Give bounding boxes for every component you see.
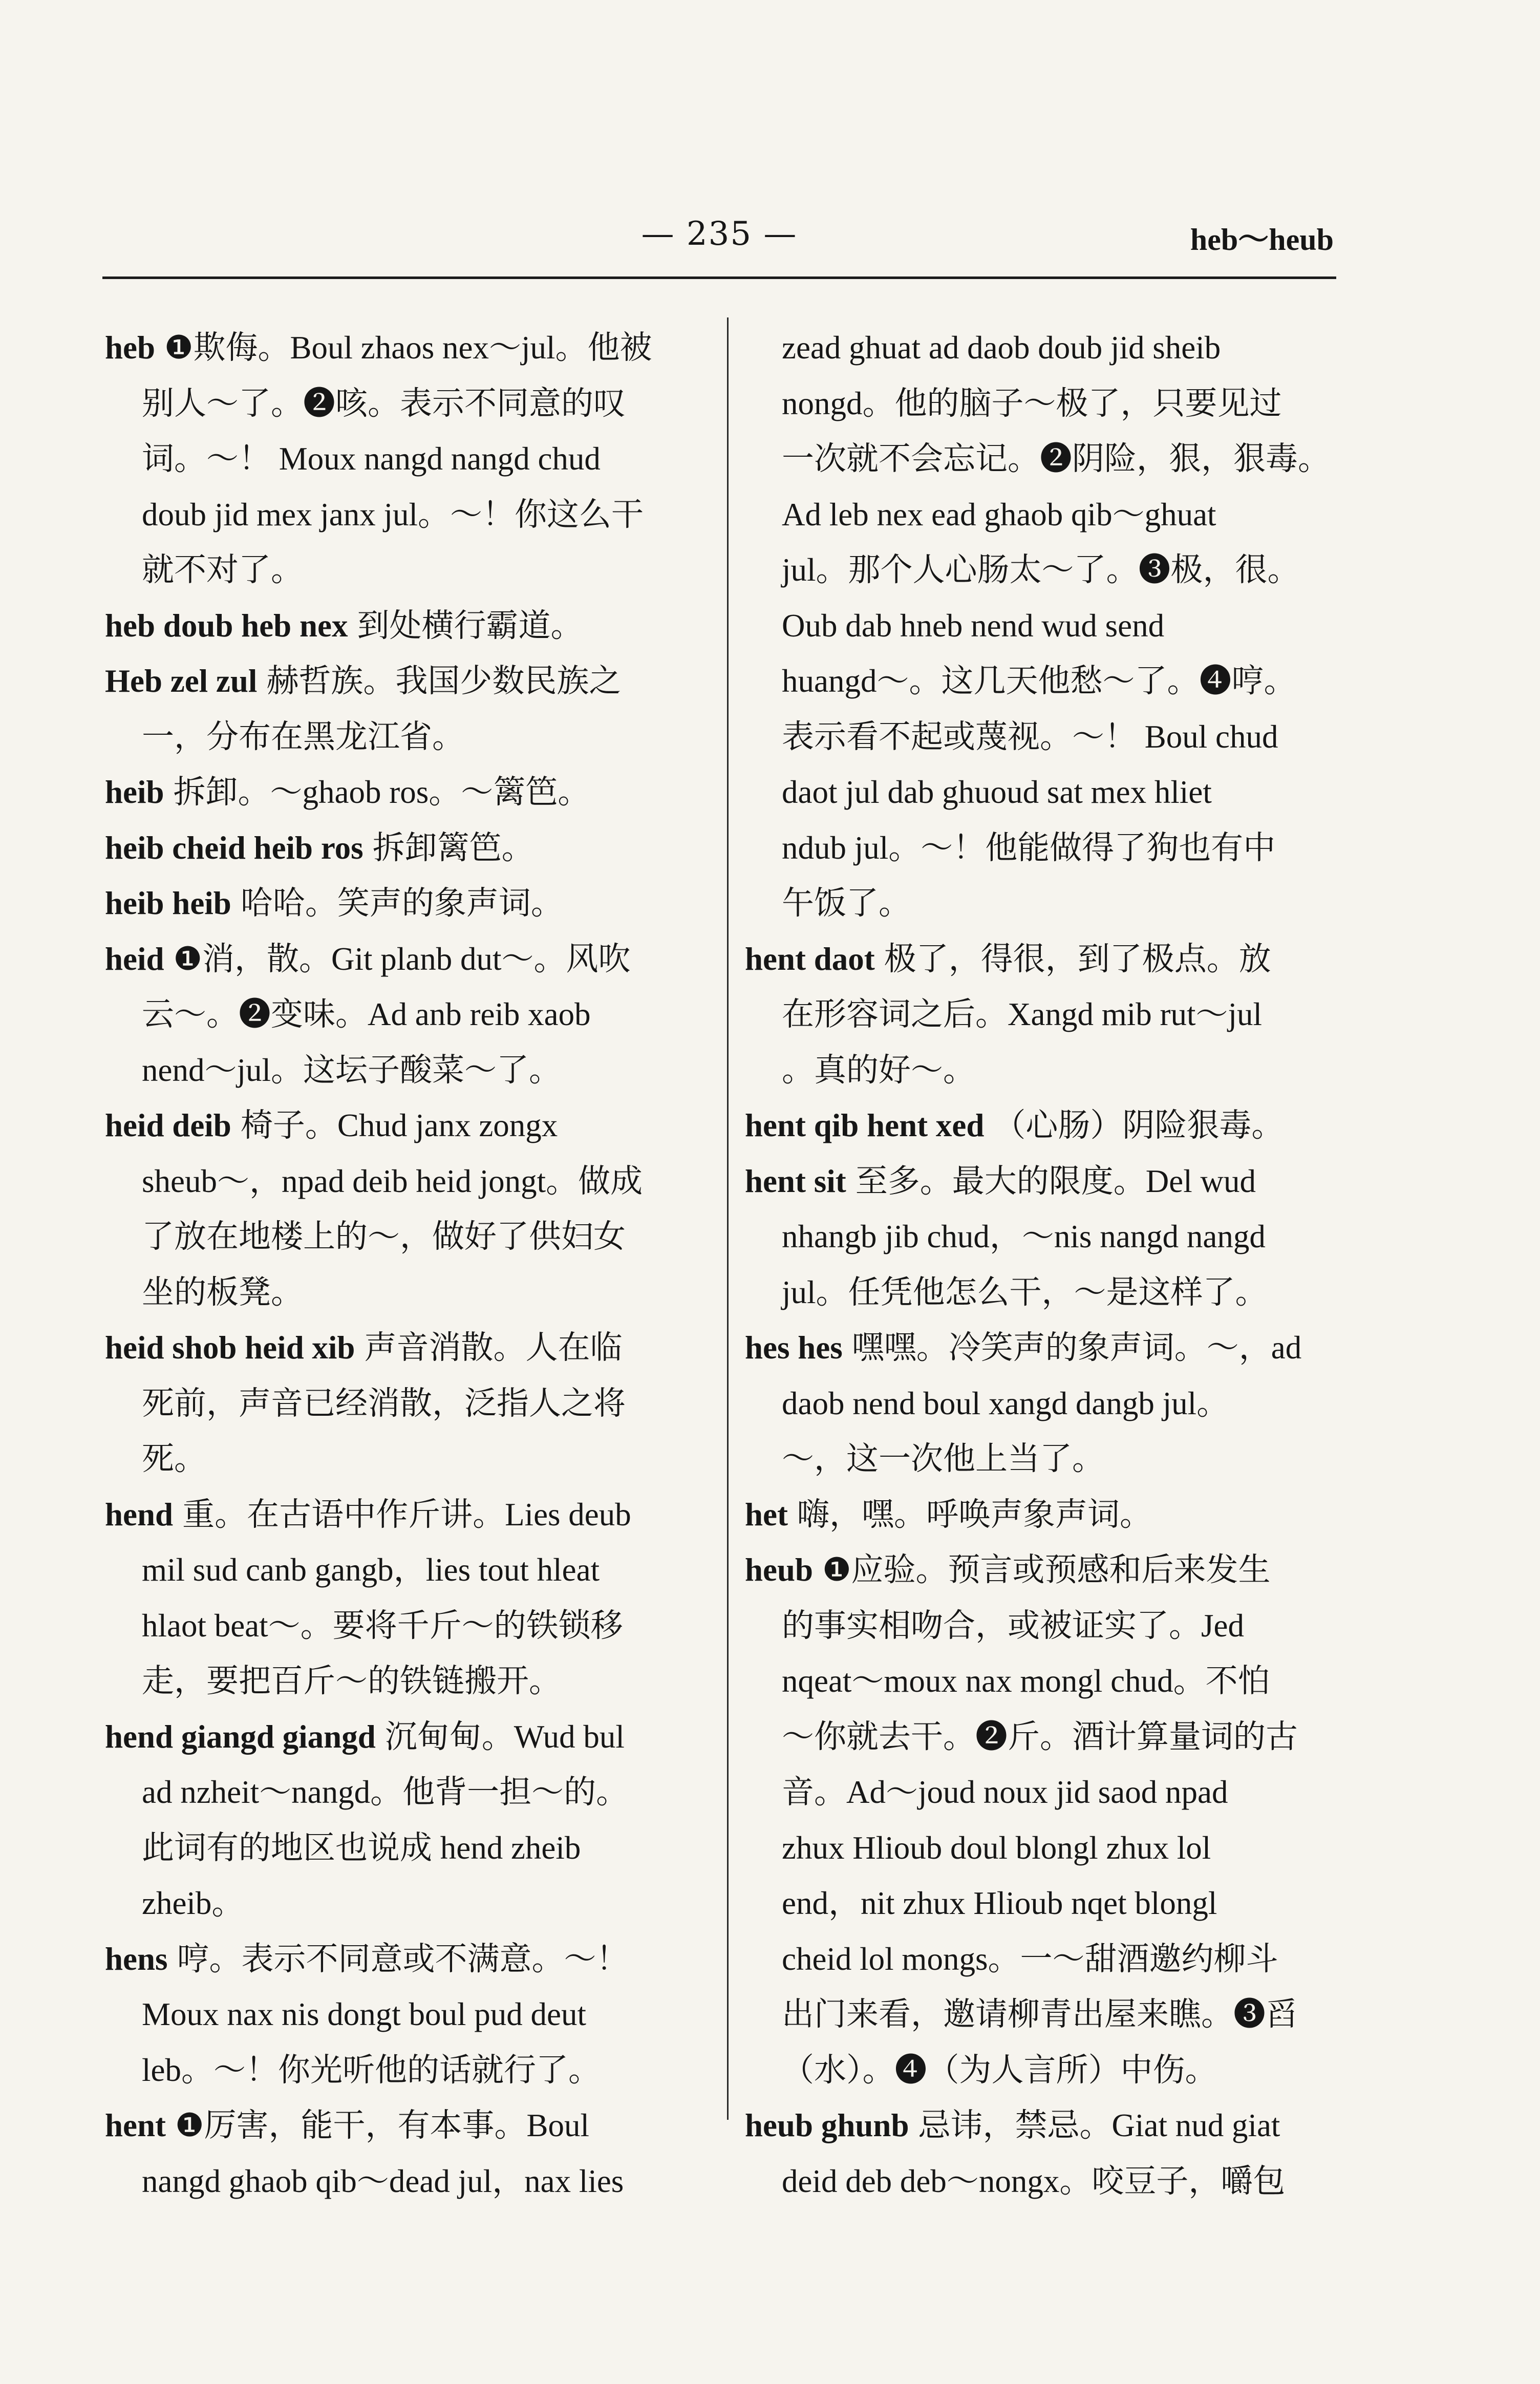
definition-text: 哈哈。笑声的象声词。 [240, 885, 563, 921]
definition-text: ❶欺侮。Boul zhaos nex～jul。他被 [164, 330, 652, 366]
definition-text: ❶应验。预言或预感和后来发生 [822, 1552, 1271, 1588]
definition-text: 了放在地楼上的～，做好了供妇女 [142, 1219, 626, 1254]
definition-text: Oub dab hneb nend wud send [782, 607, 1165, 644]
definition-text: 声音消散。人在临 [364, 1330, 623, 1366]
definition-text: 赫哲族。我国少数民族之 [266, 663, 622, 699]
definition-text: daot jul dab ghuoud sat mex hliet [782, 774, 1212, 810]
definition-text: 在形容词之后。Xangd mib rut～jul [782, 996, 1262, 1032]
entry-continuation [745, 1709, 1349, 1765]
headword: hent [105, 2108, 166, 2143]
entry-line [105, 764, 709, 820]
entry-line [105, 820, 709, 876]
entry-continuation [105, 2154, 709, 2209]
headword: hent sit [745, 1163, 846, 1199]
definition-text: 出门来看，邀请柳青出屋来瞧。❸舀 [782, 1996, 1298, 2032]
entry-continuation [105, 2042, 709, 2098]
entry-continuation [745, 1209, 1349, 1265]
entry-continuation [105, 1154, 709, 1209]
definition-text: 词。～！ Moux nangd nangd chud [142, 441, 601, 477]
entry-continuation [105, 1431, 709, 1487]
definition-text: 沉甸甸。Wud bul [384, 1718, 625, 1755]
headword: Heb zel zul [105, 663, 258, 699]
entry-continuation [745, 598, 1349, 654]
definition-text: 椅子。Chud janx zongx [240, 1108, 558, 1143]
entry-continuation [105, 1209, 709, 1265]
entry-line [745, 1542, 1349, 1598]
definition-text: 一次就不会忘记。❷阴险，狠，狠毒。 [782, 441, 1330, 477]
definition-text: ad nzheit～nangd。他背一担～的。 [142, 1774, 629, 1810]
definition-text: 死。 [142, 1441, 206, 1477]
entry-line [745, 1098, 1349, 1154]
headword: heid [105, 941, 164, 977]
entry-continuation [105, 1042, 709, 1098]
definition-text: zead ghuat ad daob doub jid sheib [782, 330, 1221, 366]
definition-text: 此词有的地区也说成 hend zheib [142, 1829, 581, 1866]
headword: heub [745, 1552, 814, 1588]
definition-text: （水）。❹（为人言所）中伤。 [782, 2052, 1217, 2088]
definition-text: daob nend boul xangd dangb jul。 [782, 1385, 1229, 1421]
entry-continuation [105, 1598, 709, 1654]
headword: hend [105, 1496, 174, 1532]
entry-line [105, 1487, 709, 1543]
definition-text: sheub～，npad deib heid jongt。做成 [142, 1163, 643, 1199]
page-number: — 235 — [641, 215, 798, 253]
definition-text: nongd。他的脑子～极了，只要见过 [782, 385, 1282, 421]
headword: heid shob heid xib [105, 1330, 355, 1366]
entry-continuation [105, 1764, 709, 1820]
entry-line [105, 653, 709, 709]
definition-text: jul。任凭他怎么干，～是这样了。 [782, 1274, 1268, 1310]
entry-continuation [105, 1653, 709, 1709]
entry-continuation [745, 1987, 1349, 2042]
entry-continuation [745, 709, 1349, 765]
entry-line [105, 1709, 709, 1765]
headword: heb doub heb nex [105, 607, 348, 644]
entry-continuation [105, 709, 709, 765]
definition-text: nhangb jib chud，～nis nangd nangd [782, 1219, 1266, 1254]
definition-text: 。真的好～。 [782, 1052, 975, 1088]
entry-continuation [745, 1931, 1349, 1987]
definition-text: cheid lol mongs。一～甜酒邀约柳斗 [782, 1941, 1278, 1977]
definition-text: mil sud canb gangb，lies tout hleat [142, 1552, 600, 1588]
entry-continuation [745, 1376, 1349, 1432]
definition-text: nqeat～moux nax mongl chud。不怕 [782, 1663, 1270, 1699]
definition-text: 坐的板凳。 [142, 1274, 303, 1310]
definition-text: 嘿嘿。冷笑声的象声词。～，ad [851, 1330, 1302, 1366]
definition-text: 哼。表示不同意或不满意。～！ [177, 1941, 629, 1977]
entry-line [105, 1320, 709, 1376]
entry-continuation [745, 487, 1349, 543]
entry-line [745, 1320, 1349, 1376]
entry-continuation [745, 1764, 1349, 1820]
definition-text: Moux nax nis dongt boul pud deut [142, 1996, 586, 2032]
definition-text: Ad leb nex ead ghaob qib～ghuat [782, 496, 1216, 533]
entry-line [105, 320, 709, 376]
definition-text: jul。那个人心肠太～了。❸极，很。 [782, 552, 1300, 588]
entry-continuation [105, 987, 709, 1042]
running-head: heb～heub [1190, 223, 1334, 257]
entry-continuation [105, 1265, 709, 1321]
headword: heub ghunb [745, 2108, 909, 2143]
entry-line [745, 2098, 1349, 2154]
entry-continuation [105, 1542, 709, 1598]
entry-line [105, 1098, 709, 1154]
definition-text: hlaot beat～。要将千斤～的铁锁移 [142, 1607, 623, 1644]
entry-line [745, 931, 1349, 987]
entry-continuation [745, 1265, 1349, 1321]
entry-continuation [745, 320, 1349, 376]
definition-text: 的事实相吻合，或被证实了。Jed [782, 1607, 1244, 1644]
entry-continuation [745, 2042, 1349, 2098]
entry-line [745, 1154, 1349, 1209]
headword: hes hes [745, 1330, 843, 1366]
headword: heid deib [105, 1108, 231, 1143]
definition-text: 忌讳，禁忌。Giat nud giat [918, 2108, 1280, 2143]
entry-line [105, 598, 709, 654]
entry-continuation [105, 542, 709, 598]
entry-continuation [105, 376, 709, 432]
entry-continuation [745, 1598, 1349, 1654]
entry-continuation [745, 1431, 1349, 1487]
definition-text: 重。在古语中作斤讲。Lies deub [182, 1496, 631, 1532]
headword: hent daot [745, 941, 875, 977]
entry-continuation [105, 1876, 709, 1931]
headword: hens [105, 1941, 168, 1977]
definition-text: 云～。❷变味。Ad anb reib xaob [142, 996, 591, 1032]
entry-continuation [745, 876, 1349, 931]
definition-text: nend～jul。这坛子酸菜～了。 [142, 1052, 561, 1088]
entry-continuation [105, 487, 709, 543]
entry-continuation [105, 1376, 709, 1432]
definition-text: 死前，声音已经消散，泛指人之将 [142, 1385, 626, 1421]
definition-text: nangd ghaob qib～dead jul，nax lies [142, 2163, 624, 2199]
entry-line [105, 876, 709, 931]
headword: heib heib [105, 885, 231, 921]
entry-continuation [745, 431, 1349, 487]
definition-text: 午饭了。 [782, 885, 911, 921]
definition-text: zheib。 [142, 1885, 244, 1921]
headword: het [745, 1496, 788, 1532]
page-header [105, 215, 1334, 271]
header-rule [102, 276, 1336, 279]
entry-continuation [105, 1987, 709, 2042]
definition-text: end，nit zhux Hlioub nqet blongl [782, 1885, 1217, 1921]
entry-line [105, 1931, 709, 1987]
definition-text: huangd～。这几天他愁～了。❹哼。 [782, 663, 1296, 699]
definition-text: 拆卸篱笆。 [372, 829, 534, 866]
entry-continuation [745, 653, 1349, 709]
definition-text: zhux Hlioub doul blongl zhux lol [782, 1829, 1211, 1866]
definition-text: 走，要把百斤～的铁链搬开。 [142, 1663, 561, 1699]
definition-text: 到处横行霸道。 [357, 607, 583, 644]
definition-text: 嗨，嘿。呼唤声象声词。 [797, 1496, 1152, 1532]
entry-continuation [745, 542, 1349, 598]
entry-line [105, 931, 709, 987]
definition-text: ❶厉害，能干，有本事。Boul [175, 2108, 590, 2143]
right-column [745, 320, 1349, 2209]
definition-text: 就不对了。 [142, 552, 303, 588]
headword: heb [105, 330, 156, 366]
entry-continuation [745, 376, 1349, 432]
definition-text: 拆卸。～ghaob ros。～篱笆。 [173, 774, 590, 810]
definition-text: leb。～！你光听他的话就行了。 [142, 2052, 601, 2088]
definition-text: doub jid mex janx jul。～！你这么干 [142, 496, 644, 533]
left-column [105, 320, 709, 2209]
definition-text: 至多。最大的限度。Del wud [855, 1163, 1256, 1199]
entry-continuation [105, 1820, 709, 1876]
definition-text: 别人～了。❷咳。表示不同意的叹 [142, 385, 626, 421]
entry-line [745, 1487, 1349, 1543]
entry-continuation [105, 431, 709, 487]
entry-continuation [745, 1876, 1349, 1931]
definition-text: 一，分布在黑龙江省。 [142, 718, 464, 755]
entry-continuation [745, 1653, 1349, 1709]
definition-text: ～，这一次他上当了。 [782, 1441, 1104, 1477]
headword: hent qib hent xed [745, 1108, 985, 1143]
entry-continuation [745, 764, 1349, 820]
definition-text: 音。Ad～joud noux jid saod npad [782, 1774, 1228, 1810]
entry-line [105, 2098, 709, 2154]
entry-continuation [745, 1042, 1349, 1098]
headword: heib [105, 774, 164, 810]
entry-continuation [745, 820, 1349, 876]
entry-continuation [745, 2154, 1349, 2209]
definition-text: （心肠）阴险狠毒。 [993, 1108, 1284, 1143]
definition-text: 表示看不起或蔑视。～！ Boul chud [782, 718, 1278, 755]
definition-text: ndub jul。～！他能做得了狗也有中 [782, 829, 1276, 866]
entry-continuation [745, 987, 1349, 1042]
headword: heib cheid heib ros [105, 829, 363, 866]
headword: hend giangd giangd [105, 1718, 376, 1755]
definition-text: ❶消，散。Git planb dut～。风吹 [173, 941, 631, 977]
definition-text: ～你就去干。❷斤。酒计算量词的古 [782, 1718, 1298, 1755]
definition-text: deid deb deb～nongx。咬豆子，嚼包 [782, 2163, 1286, 2199]
definition-text: 极了，得很，到了极点。放 [884, 941, 1271, 977]
entry-continuation [745, 1820, 1349, 1876]
column-divider [727, 317, 729, 2120]
